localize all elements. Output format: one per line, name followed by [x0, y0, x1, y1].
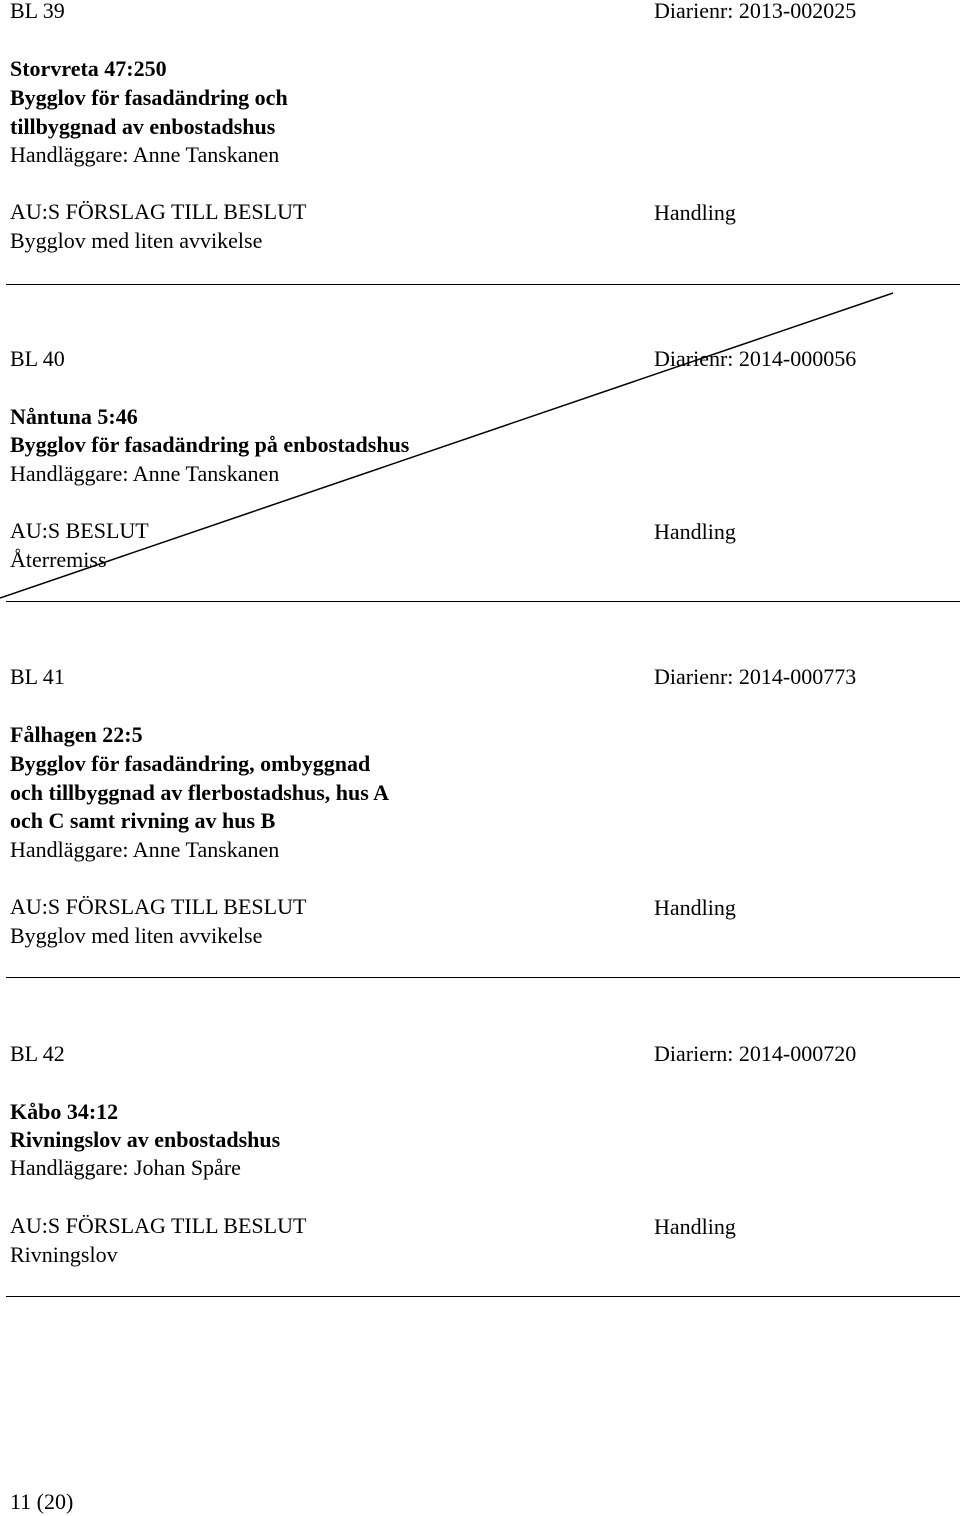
case-description: och tillbyggnad av flerbostadshus, hus A — [10, 780, 389, 805]
proposal-text: Bygglov med liten avvikelse — [10, 923, 263, 948]
page-number: 11 (20) — [10, 1489, 74, 1514]
property-title: Fålhagen 22:5 — [10, 722, 143, 747]
case-officer: Handläggare: Anne Tanskanen — [10, 461, 280, 486]
case-description: och C samt rivning av hus B — [10, 808, 276, 833]
handling-label: Handling — [654, 200, 736, 225]
case-officer: Handläggare: Johan Spåre — [10, 1155, 241, 1180]
case-description: tillbyggnad av enbostadshus — [10, 114, 276, 139]
case-officer: Handläggare: Anne Tanskanen — [10, 837, 280, 862]
proposal-text: Rivningslov — [10, 1242, 118, 1267]
proposal-heading: AU:S FÖRSLAG TILL BESLUT — [10, 894, 307, 919]
section-divider — [6, 977, 960, 978]
decision-text: Återremiss — [10, 547, 107, 572]
item-id: BL 41 — [10, 664, 65, 689]
handling-label: Handling — [654, 519, 736, 544]
item-id: BL 42 — [10, 1041, 65, 1066]
property-title: Storvreta 47:250 — [10, 56, 167, 81]
item-id: BL 40 — [10, 346, 65, 371]
case-description: Rivningslov av enbostadshus — [10, 1127, 281, 1152]
handling-label: Handling — [654, 1214, 736, 1239]
diarienr: Diarienr: 2014-000773 — [654, 664, 857, 689]
case-description: Bygglov för fasadändring och — [10, 85, 288, 110]
case-description: Bygglov för fasadändring på enbostadshus — [10, 432, 410, 457]
case-officer: Handläggare: Anne Tanskanen — [10, 142, 280, 167]
proposal-heading: AU:S FÖRSLAG TILL BESLUT — [10, 199, 307, 224]
property-title: Kåbo 34:12 — [10, 1099, 119, 1124]
decision-heading: AU:S BESLUT — [10, 518, 149, 543]
diarienr: Diarienr: 2014-000056 — [654, 346, 857, 371]
diarienr: Diariern: 2014-000720 — [654, 1041, 857, 1066]
section-divider — [6, 1296, 960, 1297]
property-title: Nåntuna 5:46 — [10, 404, 138, 429]
proposal-text: Bygglov med liten avvikelse — [10, 228, 263, 253]
case-description: Bygglov för fasadändring, ombyggnad — [10, 751, 371, 776]
proposal-heading: AU:S FÖRSLAG TILL BESLUT — [10, 1213, 307, 1238]
diarienr: Diarienr: 2013-002025 — [654, 0, 857, 23]
handling-label: Handling — [654, 895, 736, 920]
item-id: BL 39 — [10, 0, 65, 23]
